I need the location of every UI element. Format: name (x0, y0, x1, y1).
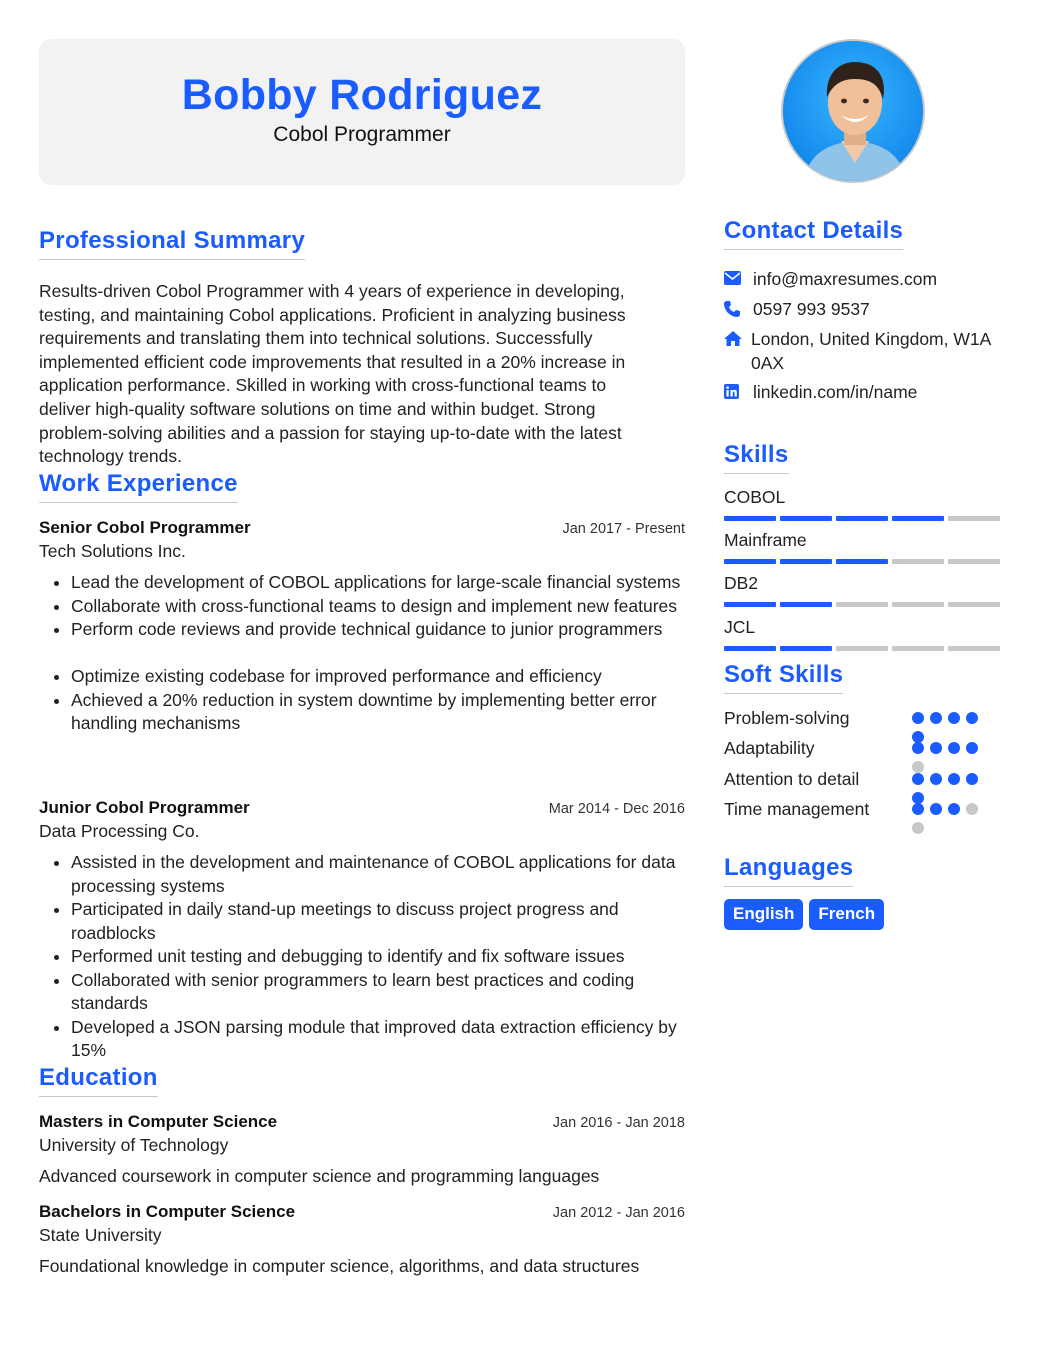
skill-bar-filled (836, 559, 888, 564)
rating-dot-filled (966, 742, 978, 754)
job-title: Junior Cobol Programmer (39, 798, 250, 817)
skill-name: DB2 (724, 573, 759, 593)
job-bullets (39, 851, 685, 1063)
candidate-name: Bobby Rodriguez (181, 71, 543, 119)
email-text[interactable]: info@maxresumes.com (753, 269, 938, 289)
skill-bar-filled (780, 559, 832, 564)
job-entry (39, 798, 685, 1063)
skills-heading: Skills (724, 441, 789, 474)
rating-dot-filled (966, 773, 978, 785)
list-item: • Optimize existing codebase for improved performance and efficiency (71, 665, 685, 689)
skill-level-bar (724, 559, 1000, 564)
soft-skills-section (724, 661, 843, 694)
experience-heading: Work Experience (39, 470, 238, 503)
summary-text: Results-driven Cobol Programmer with 4 years of experience in developing, testing, and maintaining Cobol applications. Proficient in analyzing business requirements and translating them into technical solutions. Successfully implemented efficient code improvements that resulted in a 20% increase in application performance. Skilled in working with cross-functional teams to deliver high-quality software solutions on time and within budget. Strong problem-solving abilities and a passion for staying up-to-date with the latest technology trends. (39, 281, 626, 467)
rating-dot-filled (930, 712, 942, 724)
job-bullets (39, 571, 685, 736)
skill-name: Mainframe (724, 530, 807, 550)
list-item: • Participated in daily stand-up meetings to discuss project progress and roadblocks (71, 898, 685, 945)
rating-dot-filled (966, 712, 978, 724)
soft-skill-name: Time management (724, 799, 870, 819)
education-description: Advanced coursework in computer science and programming languages (39, 1166, 600, 1186)
skill-level-bar (724, 646, 1000, 651)
degree-title: Bachelors in Computer Science (39, 1202, 296, 1221)
skill-bar-empty (892, 646, 944, 651)
education-heading: Education (39, 1064, 158, 1097)
skill-item (724, 617, 1000, 651)
rating-dot-empty (966, 803, 978, 815)
education-entry (39, 1202, 685, 1277)
skill-bar-filled (780, 516, 832, 521)
contact-linkedin (724, 381, 917, 405)
rating-dot-filled (912, 803, 924, 815)
contact-phone (724, 298, 870, 322)
rating-dot-filled (948, 712, 960, 724)
skill-name: COBOL (724, 487, 786, 507)
language-tag: French (809, 899, 884, 930)
soft-skill-name: Problem-solving (724, 708, 850, 728)
list-item: • Performed unit testing and debugging to identify and fix software issues (71, 945, 685, 969)
job-dates: Mar 2014 - Dec 2016 (548, 801, 685, 817)
contact-email (724, 268, 937, 292)
rating-dot-filled (930, 773, 942, 785)
rating-dot-filled (912, 712, 924, 724)
job-title: Senior Cobol Programmer (39, 518, 251, 537)
skill-bar-filled (892, 516, 944, 521)
rating-dot-filled (948, 773, 960, 785)
experience-section (39, 470, 238, 503)
language-tag: English (724, 899, 803, 930)
skill-bar-empty (836, 602, 888, 607)
education-dates: Jan 2012 - Jan 2016 (552, 1205, 685, 1221)
skill-bar-empty (948, 646, 1000, 651)
job-company: Data Processing Co. (39, 821, 200, 841)
education-section (39, 1064, 158, 1097)
soft-skill-name: Attention to detail (724, 769, 860, 789)
summary-heading: Professional Summary (39, 227, 305, 260)
skill-bar-filled (780, 602, 832, 607)
skill-bar-filled (724, 516, 776, 521)
skill-bar-filled (780, 646, 832, 651)
skill-bar-empty (892, 559, 944, 564)
education-description: Foundational knowledge in computer science, algorithms, and data structures (39, 1256, 640, 1276)
soft-skill-name: Adaptability (724, 738, 815, 758)
home-icon (724, 328, 751, 375)
skill-name: JCL (724, 617, 756, 637)
soft-skill-item (724, 738, 1004, 759)
main-column (39, 39, 685, 1276)
contact-heading: Contact Details (724, 217, 903, 250)
phone-icon (724, 298, 753, 322)
contact-address (724, 328, 1004, 375)
contact-section (724, 217, 903, 250)
list-item: • Collaborate with cross-functional teams to design and implement new features (71, 595, 685, 619)
skill-bar-empty (836, 646, 888, 651)
skill-bar-empty (948, 516, 1000, 521)
skill-level-bar (724, 602, 1000, 607)
rating-dot-filled (948, 803, 960, 815)
rating-dot-filled (930, 803, 942, 815)
rating-dot-empty (912, 822, 924, 834)
envelope-icon (724, 268, 753, 292)
rating-dot-filled (948, 742, 960, 754)
school-name: State University (39, 1225, 162, 1245)
languages-heading: Languages (724, 854, 853, 887)
skill-item (724, 530, 1000, 564)
summary-section (39, 227, 305, 260)
skill-bar-empty (948, 602, 1000, 607)
linkedin-text[interactable]: linkedin.com/in/name (753, 382, 918, 402)
skill-level-bar (724, 516, 1000, 521)
education-entry (39, 1112, 685, 1187)
soft-skill-item (724, 708, 1004, 729)
skill-bar-filled (724, 602, 776, 607)
linkedin-icon (724, 381, 753, 405)
rating-dot-filled (912, 773, 924, 785)
profile-photo (781, 39, 925, 183)
skill-bar-filled (836, 516, 888, 521)
skill-bar-empty (892, 602, 944, 607)
skill-bar-filled (724, 646, 776, 651)
degree-title: Masters in Computer Science (39, 1112, 278, 1131)
list-item: • Assisted in the development and maintenance of COBOL applications for data processing systems (71, 851, 685, 898)
skill-item (724, 487, 1000, 521)
job-dates: Jan 2017 - Present (562, 521, 685, 537)
job-entry (39, 518, 685, 736)
rating-dot-filled (930, 742, 942, 754)
resume-header (39, 39, 685, 185)
list-item: • Lead the development of COBOL applications for large-scale financial systems (71, 571, 685, 595)
job-company: Tech Solutions Inc. (39, 541, 186, 561)
list-item: • Achieved a 20% reduction in system downtime by implementing better error handling mechanisms (71, 689, 685, 736)
soft-skill-item (724, 799, 1004, 820)
list-item: • Collaborated with senior programmers to learn best practices and coding standards (71, 969, 685, 1016)
address-text: London, United Kingdom, W1A 0AX (751, 329, 991, 373)
skill-bar-empty (948, 559, 1000, 564)
education-dates: Jan 2016 - Jan 2018 (552, 1115, 685, 1131)
languages-section (724, 854, 853, 887)
soft-skills-heading: Soft Skills (724, 661, 843, 694)
skills-section (724, 441, 789, 474)
rating-dot-filled (912, 742, 924, 754)
soft-skill-item (724, 769, 1004, 790)
list-item: • Developed a JSON parsing module that improved data extraction efficiency by 15% (71, 1016, 685, 1063)
phone-text[interactable]: 0597 993 9537 (753, 299, 870, 319)
language-tags (724, 899, 884, 930)
candidate-title: Cobol Programmer (273, 123, 451, 146)
skill-bar-filled (724, 559, 776, 564)
list-item: • Perform code reviews and provide technical guidance to junior programmers (71, 618, 685, 642)
skill-item (724, 573, 1000, 607)
school-name: University of Technology (39, 1135, 229, 1155)
